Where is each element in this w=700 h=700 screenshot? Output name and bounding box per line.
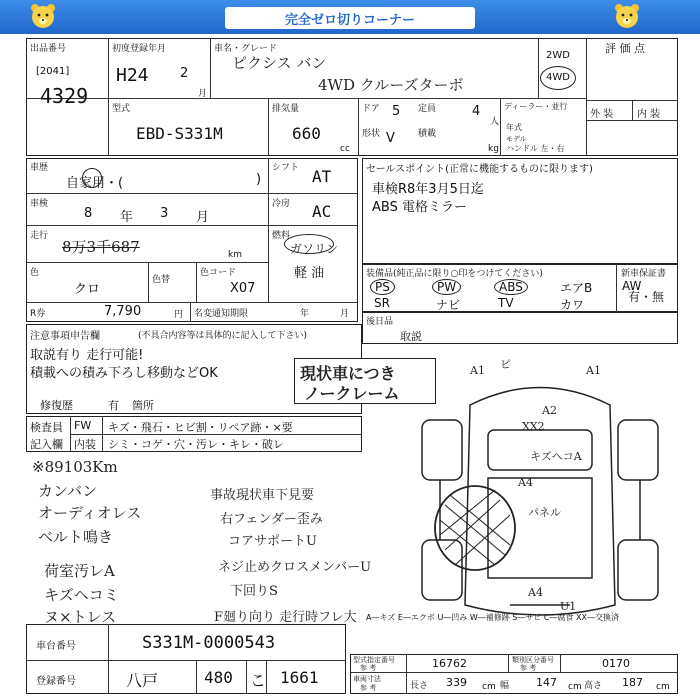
- type-label: 型式: [112, 104, 131, 114]
- rear-left-wheel: [422, 540, 462, 600]
- rear-seat-value: 取説: [400, 330, 422, 343]
- width-value: 147: [536, 676, 557, 689]
- designation-value: 16762: [432, 657, 467, 670]
- inspector-row-2: シミ・コゲ・穴・汚レ・キレ・破レ: [108, 438, 284, 451]
- handwritten-note: オーディオレス: [38, 504, 142, 522]
- ac-label: 冷房: [272, 199, 291, 209]
- diagram-mark: A2: [542, 404, 557, 417]
- top-block: [26, 38, 678, 156]
- cabin-outline: [488, 478, 592, 578]
- type-value: EBD-S331M: [136, 124, 223, 143]
- width-label: 幅: [500, 681, 510, 691]
- repair-value: 有: [108, 399, 119, 412]
- category-sub: 参 考: [520, 664, 537, 672]
- shift-value: AT: [312, 167, 332, 186]
- displacement-label: 排気量: [272, 104, 300, 114]
- recycle-value: 7,790: [104, 304, 142, 319]
- model-name: ピクシス バン: [232, 54, 327, 72]
- equipment-item: AW: [622, 279, 642, 293]
- handle-label: ハンドル 左・右: [506, 144, 565, 153]
- equipment-label: 装備品(純正品に限り○印をつけてください): [366, 269, 543, 279]
- inspection-month: 3: [160, 206, 169, 221]
- mileage-unit: km: [228, 250, 242, 260]
- fuel-selected-circle: [284, 234, 334, 254]
- shape-value: V: [386, 131, 395, 146]
- sales-point-line2: ABS 電格ミラー: [372, 200, 467, 215]
- diagram-mark: XX2: [522, 420, 545, 433]
- handwritten-note: ネジ止めクロスメンバーU: [218, 560, 372, 575]
- diagram-mark: U1: [560, 600, 577, 613]
- rear-seat-label: 後日品: [366, 317, 394, 327]
- handwritten-note: 下回りS: [230, 584, 278, 599]
- inspection-label: 車検: [30, 199, 49, 209]
- inspector-label-2: 記入欄: [30, 438, 63, 451]
- diagram-mark: ピ: [500, 358, 511, 371]
- sales-point-line1: 車検R8年3月5日迄: [372, 182, 484, 197]
- equipment-item: TV: [498, 296, 514, 310]
- header-banner: [0, 0, 700, 36]
- notes-line2: 積載への積み下ろし移動などOK: [30, 366, 218, 381]
- year-label: 年式: [506, 123, 522, 132]
- designation-label: 型式指定番号: [353, 656, 395, 664]
- handwritten-note: ヌ×トレス: [44, 608, 117, 626]
- diagram-mark: A4: [518, 476, 533, 489]
- warranty-label: 新車保証書: [621, 269, 667, 279]
- diagram-mark: パネル: [528, 506, 561, 519]
- width-unit: cm: [568, 682, 582, 692]
- warranty-value: 有・無: [628, 290, 665, 304]
- plate-class: 480: [204, 668, 233, 687]
- recycle-unit: 円: [174, 310, 184, 320]
- diagram-mark: A4: [528, 586, 543, 599]
- plate-number: 1661: [280, 668, 319, 687]
- dimensions-sub: 参 考: [360, 684, 377, 692]
- score-label: 評 価 点: [605, 42, 645, 55]
- banner-title: 完全ゼロ切りコーナー: [284, 13, 415, 28]
- diagram-mark: A1: [586, 364, 601, 377]
- ac-value: AC: [312, 202, 332, 221]
- first-reg-unit: 月: [198, 89, 208, 99]
- height-value: 187: [622, 676, 643, 689]
- inspector-interior: 内装: [74, 438, 96, 451]
- dimensions-label: 車両寸法: [353, 675, 381, 683]
- chassis-label: 車台番号: [36, 641, 76, 652]
- deadline-month: 月: [340, 309, 350, 319]
- handwritten-note: ベルト鳴き: [38, 528, 114, 546]
- inspection-year: 8: [84, 206, 93, 221]
- history-label: 車歴: [30, 163, 49, 173]
- lot-sub: [2041]: [36, 66, 70, 77]
- color-value: クロ: [74, 282, 101, 297]
- fuel-alt: 軽 油: [294, 266, 325, 281]
- doors-label: ドア: [362, 104, 380, 114]
- diagram-mark: A1: [470, 364, 485, 377]
- lot-number: 4329: [40, 84, 89, 108]
- displacement-unit: cc: [340, 144, 350, 154]
- rear-right-wheel: [618, 540, 658, 600]
- category-label: 類別区分番号: [512, 656, 554, 664]
- fuel-value: ガソリン: [290, 242, 339, 256]
- plate-region: 八戸: [126, 671, 159, 690]
- handwritten-note: コアサポートU: [228, 534, 317, 549]
- inspector-row-1: キズ・飛石・ヒビ割・リペア跡・×要: [108, 421, 293, 434]
- load-unit: kg: [488, 144, 499, 154]
- handwritten-note: カンバン: [38, 482, 97, 500]
- handwritten-note: キズヘコミ: [44, 586, 119, 604]
- interior-label: 内 装: [637, 109, 661, 120]
- history-value: 自家用・(: [66, 176, 124, 191]
- bear-mascot-icon: [612, 2, 642, 32]
- length-label: 長さ: [410, 681, 429, 691]
- drive-2wd-label: 2WD: [546, 50, 570, 61]
- model-label: 車名・グレード: [214, 44, 278, 54]
- stamp-line1: 現状車につき: [300, 364, 396, 383]
- lot-label: 出品番号: [30, 44, 67, 54]
- height-unit: cm: [656, 682, 670, 692]
- damage-hatch-mark: [435, 486, 515, 570]
- color-label: 色: [30, 268, 40, 278]
- diagram-mark: キズヘコA: [530, 450, 582, 463]
- plate-label: 登録番号: [36, 676, 76, 687]
- inspection-year-unit: 年: [120, 210, 134, 225]
- shape-label: 形状: [362, 129, 381, 139]
- displacement-value: 660: [292, 124, 321, 143]
- color-code: X07: [230, 281, 256, 296]
- history-private-circle: [82, 168, 102, 188]
- equipment-item: PW: [432, 279, 461, 295]
- front-left-wheel: [422, 420, 462, 480]
- seats-unit: 人: [490, 117, 500, 127]
- repair-unit: 箇所: [132, 399, 154, 412]
- equipment-item: ABS: [494, 279, 528, 295]
- notes-sub: (不具合内容等は具体的に記入して下さい): [138, 331, 308, 341]
- bear-mascot-icon: [28, 2, 58, 32]
- designation-sub: 参 考: [360, 664, 377, 672]
- recycle-label: R券: [30, 309, 46, 319]
- inspector-label-1: 検査員: [30, 421, 63, 434]
- length-value: 339: [446, 676, 467, 689]
- notes-line1: 取説有り 走行可能!: [30, 348, 144, 363]
- equipment-item: SR: [374, 296, 390, 310]
- deadline-label: 名変通知期限: [194, 309, 249, 319]
- inspector-fw: FW: [74, 419, 92, 432]
- shift-label: シフト: [272, 163, 300, 173]
- diagram-legend: A―キズ E―エクボ U―凹み W―補修跡 S―サビ C―腐食 XX―交換済: [366, 613, 620, 622]
- load-label: 積載: [418, 129, 437, 139]
- category-value: 0170: [602, 657, 630, 670]
- mileage-label: 走行: [30, 231, 49, 241]
- equipment-item: ナビ: [436, 298, 461, 312]
- model-grade: 4WD クルーズターボ: [318, 76, 464, 94]
- first-reg-era: H24: [116, 65, 149, 86]
- front-right-wheel: [618, 420, 658, 480]
- color-change-label: 色替: [152, 275, 171, 285]
- color-code-label: 色コード: [200, 268, 237, 278]
- mileage-value: 8万3千687: [62, 238, 140, 256]
- doors-value: 5: [392, 104, 401, 119]
- first-reg-month: 2: [180, 66, 189, 81]
- model-year-label: モデル: [506, 135, 527, 143]
- plate-kana: こ: [250, 671, 267, 690]
- sales-point-label: セールスポイント(正常に機能するものに限ります): [366, 164, 593, 175]
- history-close: ): [256, 172, 262, 187]
- deadline-year: 年: [300, 309, 310, 319]
- handwritten-note: ※89103Km: [32, 458, 118, 476]
- inspection-month-unit: 月: [196, 210, 210, 225]
- equipment-item: PS: [370, 279, 395, 295]
- equipment-item: エアB: [560, 281, 593, 295]
- repair-label: 修復歴: [40, 399, 73, 412]
- fuel-label: 燃料: [272, 231, 291, 241]
- handwritten-note: 事故現状車下見要: [210, 488, 315, 503]
- handwritten-note: 右フェンダー歪み: [220, 512, 323, 527]
- handwritten-note: 荷室汚レA: [44, 562, 115, 580]
- exterior-label: 外 装: [590, 109, 614, 120]
- notes-label: 注意事項申告欄: [30, 331, 100, 342]
- handwritten-note: F廻り向り 走行時フレ大: [214, 610, 357, 625]
- seats-value: 4: [472, 104, 481, 119]
- seats-label: 定員: [418, 104, 437, 114]
- chassis-value: S331M-0000543: [142, 633, 276, 653]
- dealer-label: ディーラー・並行: [504, 102, 568, 111]
- height-label: 高さ: [584, 681, 603, 691]
- drive-value: 4WD: [546, 72, 570, 83]
- stamp-line2: ノークレーム: [304, 384, 400, 403]
- length-unit: cm: [482, 682, 496, 692]
- first-reg-label: 初度登録年月: [112, 44, 167, 54]
- equipment-item: カワ: [560, 298, 585, 312]
